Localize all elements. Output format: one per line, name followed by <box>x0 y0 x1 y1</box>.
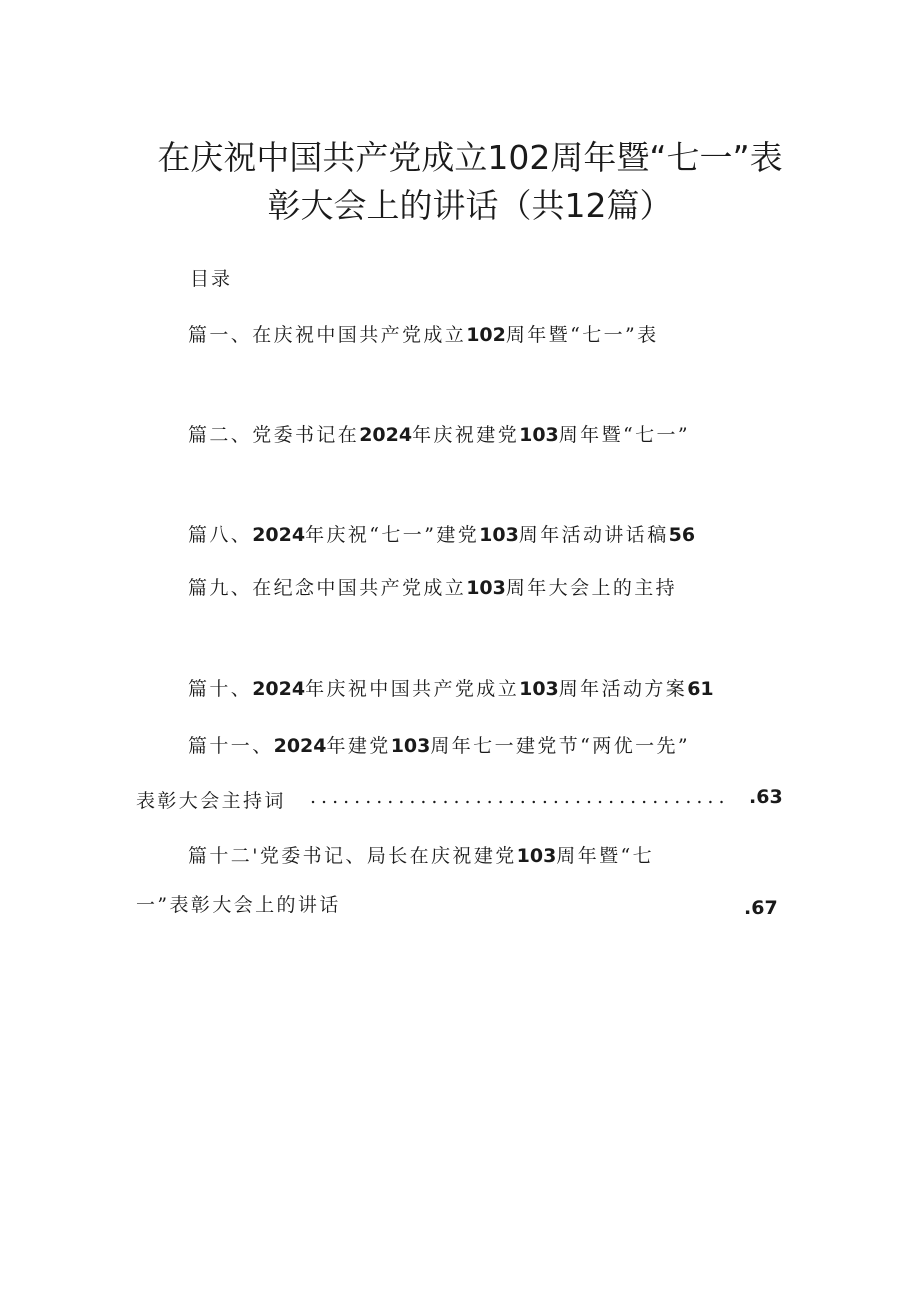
toc-entry-text: 年建党 <box>326 735 391 757</box>
toc-entry-number: 102 <box>466 324 506 346</box>
toc-entry-number: 103 <box>466 577 506 599</box>
toc-dot-leader: ...................................... <box>310 786 730 808</box>
toc-entry-8[interactable] <box>188 520 695 547</box>
toc-entry-text: 篇十、 <box>188 678 253 700</box>
toc-entry-12-continuation[interactable]: 一”表彰大会上的讲话 <box>136 894 341 916</box>
toc-page-number: .67 <box>744 897 778 919</box>
toc-entry-9[interactable] <box>188 573 677 600</box>
toc-entry-text: 周年大会上的主持 <box>505 577 678 599</box>
toc-page-number: 56 <box>668 524 696 546</box>
toc-entry-text: 年庆祝“七一”建党 <box>305 524 480 546</box>
toc-entry-text: 篇二、党委书记在 <box>188 424 360 446</box>
toc-entry-number: 2024 <box>252 524 306 546</box>
document-title-line-1: 在庆祝中国共产党成立102周年暨“七一”表 <box>157 138 783 177</box>
toc-entry-text: 周年暨“七一” <box>558 424 691 446</box>
toc-entry-1[interactable] <box>188 320 659 347</box>
toc-entry-11-continuation[interactable]: 表彰大会主持词 <box>136 790 286 812</box>
toc-page-number: .63 <box>749 786 783 808</box>
toc-entry-11[interactable] <box>188 731 690 758</box>
toc-page-number: 61 <box>687 678 714 700</box>
toc-entry-text: 篇九、在纪念中国共产党成立 <box>188 577 467 599</box>
toc-entry-2[interactable] <box>188 420 690 447</box>
toc-entry-number: 103 <box>479 524 519 546</box>
toc-entry-10[interactable] <box>188 674 714 701</box>
toc-entry-text: 篇一、在庆祝中国共产党成立 <box>188 324 467 346</box>
toc-entry-number: 103 <box>519 678 559 700</box>
toc-entry-number: 103 <box>390 735 431 757</box>
toc-entry-number: 2024 <box>252 678 306 700</box>
toc-entry-text: 篇八、 <box>188 524 253 546</box>
toc-entry-number: 103 <box>519 424 559 446</box>
toc-entry-number: 103 <box>516 845 557 867</box>
toc-entry-text: 周年七一建党节“两优一先” <box>430 735 691 757</box>
toc-entry-text: 周年暨“七一”表 <box>505 324 659 346</box>
toc-heading: 目录 <box>190 268 233 290</box>
toc-entry-text: 篇十一、 <box>188 735 274 757</box>
toc-entry-12[interactable] <box>188 841 654 868</box>
toc-entry-text: 周年活动讲话稿 <box>518 524 669 546</box>
toc-entry-number: 2024 <box>273 735 327 757</box>
toc-entry-text: 周年暨“七 <box>556 845 655 867</box>
document-title-line-2: 彰大会上的讲话（共12篇） <box>267 186 673 225</box>
toc-entry-text: 年庆祝中国共产党成立 <box>305 678 520 700</box>
toc-entry-text: 年庆祝建党 <box>412 424 520 446</box>
toc-entry-text: 篇十二'党委书记、局长在庆祝建党 <box>188 845 517 867</box>
toc-entry-number: 2024 <box>359 424 413 446</box>
toc-entry-text: 周年活动方案 <box>558 678 688 700</box>
